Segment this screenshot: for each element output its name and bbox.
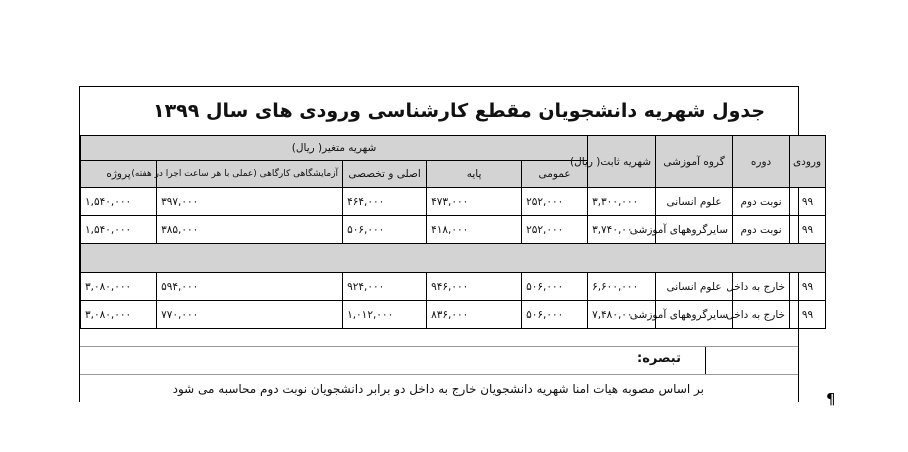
separator-cell xyxy=(81,244,826,273)
header-general: عمومی xyxy=(522,161,588,188)
table-title xyxy=(80,87,798,136)
cell-period: خارج به داخل xyxy=(733,301,790,329)
paragraph-mark: ¶ xyxy=(826,390,836,408)
header-lab: آزمایشگاهی کارگاهی (عملی با هر ساعت اجرا در هفته) xyxy=(157,161,343,188)
cell-group: سایرگروههای آموزشی xyxy=(656,216,733,244)
tuition-table-sheet xyxy=(79,86,822,402)
cell-major: ۴۶۴,۰۰۰ xyxy=(343,188,427,216)
title-text: جدول شهریه دانشجویان مقطع کارشناسی ورودی های سال ۱۳۹۹ xyxy=(152,100,766,122)
cell-general: ۲۵۲,۰۰۰ xyxy=(522,188,588,216)
note-divider xyxy=(705,347,706,375)
cell-lab: ۵۹۴,۰۰۰ xyxy=(157,273,343,301)
cell-basic: ۴۷۳,۰۰۰ xyxy=(427,188,522,216)
separator-row xyxy=(81,244,826,273)
header-project: پروژه xyxy=(81,161,157,188)
cell-period: خارج به داخل xyxy=(733,273,790,301)
cell-fixed: ۷,۴۸۰,۰۰۰ xyxy=(588,301,656,329)
cell-fixed: ۳,۳۰۰,۰۰۰ xyxy=(588,188,656,216)
cell-general: ۲۵۲,۰۰۰ xyxy=(522,216,588,244)
header-variable-fee: شهریه متغیر( ریال) xyxy=(81,136,588,161)
table-row xyxy=(81,216,826,244)
cell-period: نوبت دوم xyxy=(733,216,790,244)
note-label: تبصره: xyxy=(637,351,681,366)
cell-fixed: ۶,۶۰۰,۰۰۰ xyxy=(588,273,656,301)
note-text-row xyxy=(80,374,798,404)
cell-project: ۳,۰۸۰,۰۰۰ xyxy=(81,273,157,301)
table-row xyxy=(81,188,826,216)
header-fixed-fee: شهریه ثابت( ریال) xyxy=(588,136,656,188)
cell-group: علوم انسانی xyxy=(656,273,733,301)
note-row xyxy=(80,346,798,375)
cell-lab: ۳۹۷,۰۰۰ xyxy=(157,188,343,216)
cell-entry: ۹۹ xyxy=(790,188,826,216)
cell-lab: ۷۷۰,۰۰۰ xyxy=(157,301,343,329)
cell-project: ۱,۵۴۰,۰۰۰ xyxy=(81,216,157,244)
cell-entry: ۹۹ xyxy=(790,273,826,301)
cell-basic: ۹۴۶,۰۰۰ xyxy=(427,273,522,301)
tuition-table xyxy=(80,135,826,329)
table-row xyxy=(81,273,826,301)
cell-lab: ۳۸۵,۰۰۰ xyxy=(157,216,343,244)
cell-group: علوم انسانی xyxy=(656,188,733,216)
header-period: دوره xyxy=(733,136,790,188)
cell-basic: ۸۳۶,۰۰۰ xyxy=(427,301,522,329)
cell-period: نوبت دوم xyxy=(733,188,790,216)
header-entry: ورودی xyxy=(790,136,826,188)
cell-general: ۵۰۶,۰۰۰ xyxy=(522,273,588,301)
cell-major: ۵۰۶,۰۰۰ xyxy=(343,216,427,244)
cell-group: سایرگروههای آموزشی xyxy=(656,301,733,329)
cell-fixed: ۳,۷۴۰,۰۰۰ xyxy=(588,216,656,244)
cell-project: ۳,۰۸۰,۰۰۰ xyxy=(81,301,157,329)
cell-major: ۱,۰۱۲,۰۰۰ xyxy=(343,301,427,329)
cell-major: ۹۲۴,۰۰۰ xyxy=(343,273,427,301)
table-row xyxy=(81,301,826,329)
cell-entry: ۹۹ xyxy=(790,301,826,329)
cell-entry: ۹۹ xyxy=(790,216,826,244)
note-text: بر اساس مصوبه هیات امنا شهریه دانشجویان خارج به داخل دو برابر دانشجویان نوبت دوم محاسبه می شود xyxy=(172,382,704,396)
cell-basic: ۴۱۸,۰۰۰ xyxy=(427,216,522,244)
header-basic: پایه xyxy=(427,161,522,188)
cell-project: ۱,۵۴۰,۰۰۰ xyxy=(81,188,157,216)
cell-general: ۵۰۶,۰۰۰ xyxy=(522,301,588,329)
header-group: گروه آموزشی xyxy=(656,136,733,188)
header-major: اصلی و تخصصی xyxy=(343,161,427,188)
